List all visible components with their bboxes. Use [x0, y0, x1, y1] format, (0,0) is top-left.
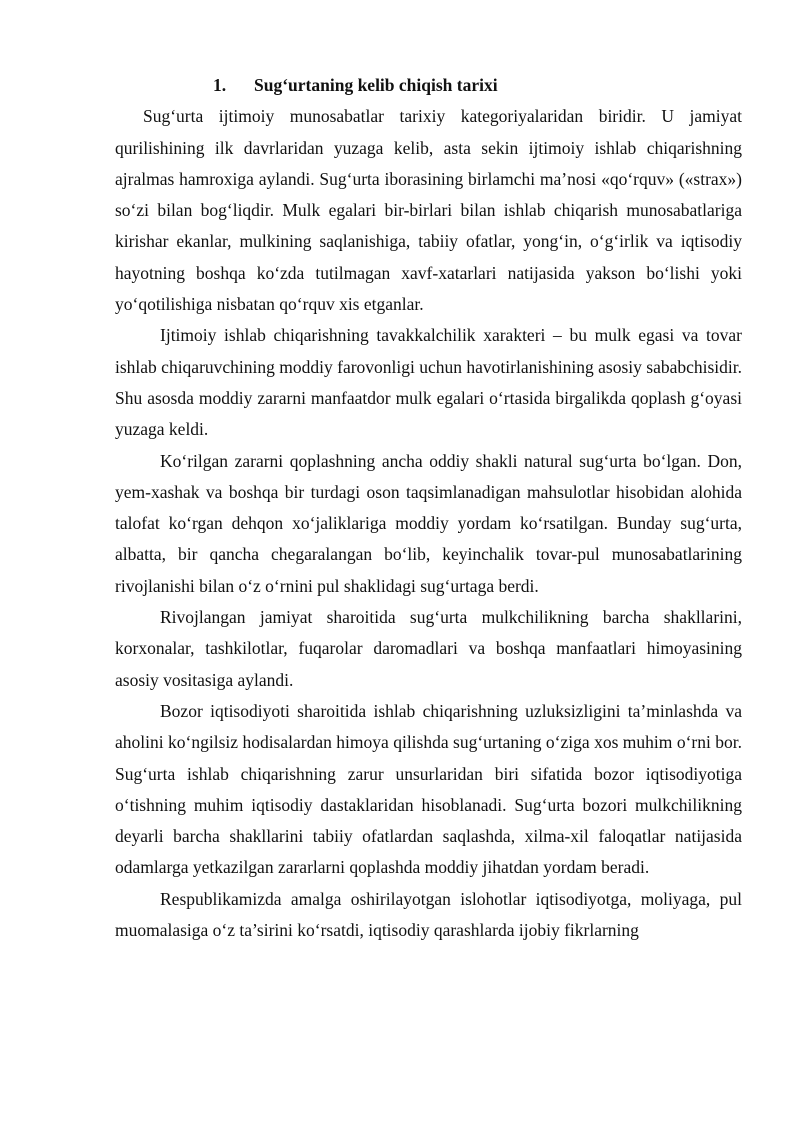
paragraph-6: Respublikamizda amalga oshirilayotgan islohotlar iqtisodiyotga, moliyaga, pul muomalasiga o‘z ta’sirini ko‘rsatdi, iqtisodiy qarashlarda ijobiy fikrlarning: [115, 888, 742, 941]
paragraph-2: Ijtimoiy ishlab chiqarishning tavakkalchilik xarakteri – bu mulk egasi va tovar ishlab chiqaruvchining moddiy farovonligi uchun havotirlanishining asosiy sababchisidir. Shu asosda moddiy zararni manfaatdor mulk egalari o‘rtasida birgalikda qoplash g‘oyasi yuzaga keldi.: [115, 325, 742, 440]
paragraph-1: Sug‘urta ijtimoiy munosabatlar tarixiy kategoriyalaridan biridir. U jamiyat qurilishining ilk davrlaridan yuzaga kelib, asta sekin ijtimoiy ishlab chiqarishning ajralmas hamroxiga aylandi. Sug‘urta iborasining birlamchi ma’nosi «qo‘rquv» («strax») so‘zi bilan bog‘liqdir. Mulk egalari bir-birlari bilan ishlab chiqarish munosabatlariga kirishar ekanlar, mulkining saqlanishiga, tabiiy ofatlar, yong‘in, o‘g‘irlik va iqtisodiy hayotning boshqa ko‘zda tutilmagan xavf-xatarlari natijasida yakson bo‘lishi yoki yo‘qotilishiga nisbatan qo‘rquv xis etganlar.: [115, 106, 742, 315]
paragraph-3: Ko‘rilgan zararni qoplashning ancha oddiy shakli natural sug‘urta bo‘lgan. Don, yem-xashak va boshqa bir turdagi oson taqsimlanadigan mahsulotlar hisobidan alohida talofat ko‘rgan dehqon xo‘jaliklariga moddiy yordam ko‘rsatilgan. Bunday sug‘urta, albatta, bir qancha chegaralangan bo‘lib, keyinchalik tovar-pul munosabatlarining rivojlanishi bilan o‘z o‘rnini pul shaklidagi sug‘urtaga berdi.: [115, 450, 742, 596]
paragraph-5: Bozor iqtisodiyoti sharoitida ishlab chiqarishning uzluksizligini ta’minlashda va aholini ko‘ngilsiz hodisalardan himoya qilishda sug‘urtaning o‘ziga xos muhim o‘rni bor. Sug‘urta ishlab chiqarishning zarur unsurlaridan biri sifatida bozor iqtisodiyotiga o‘tishning muhim iqtisodiy dastaklaridan hisoblanadi. Sug‘urta bozori mulkchilikning deyarli barcha shakllarini tabiiy ofatlardan saqlashda, xilma-xil faloqatlar natijasida odamlarga yetkazilgan zararlarni qoplashda moddiy jihatdan yordam beradi.: [115, 700, 742, 878]
document-body: [115, 70, 742, 946]
section-title: Sug‘urtaning kelib chiqish tarixi: [254, 75, 498, 95]
section-heading: [115, 70, 742, 101]
section-number: 1.: [213, 75, 227, 95]
paragraph-4: Rivojlangan jamiyat sharoitida sug‘urta mulkchilikning barcha shakllarini, korxonalar, tashkilotlar, fuqarolar daromadlari va boshqa manfaatlari himoyasining asosiy vositasiga aylandi.: [115, 607, 742, 690]
